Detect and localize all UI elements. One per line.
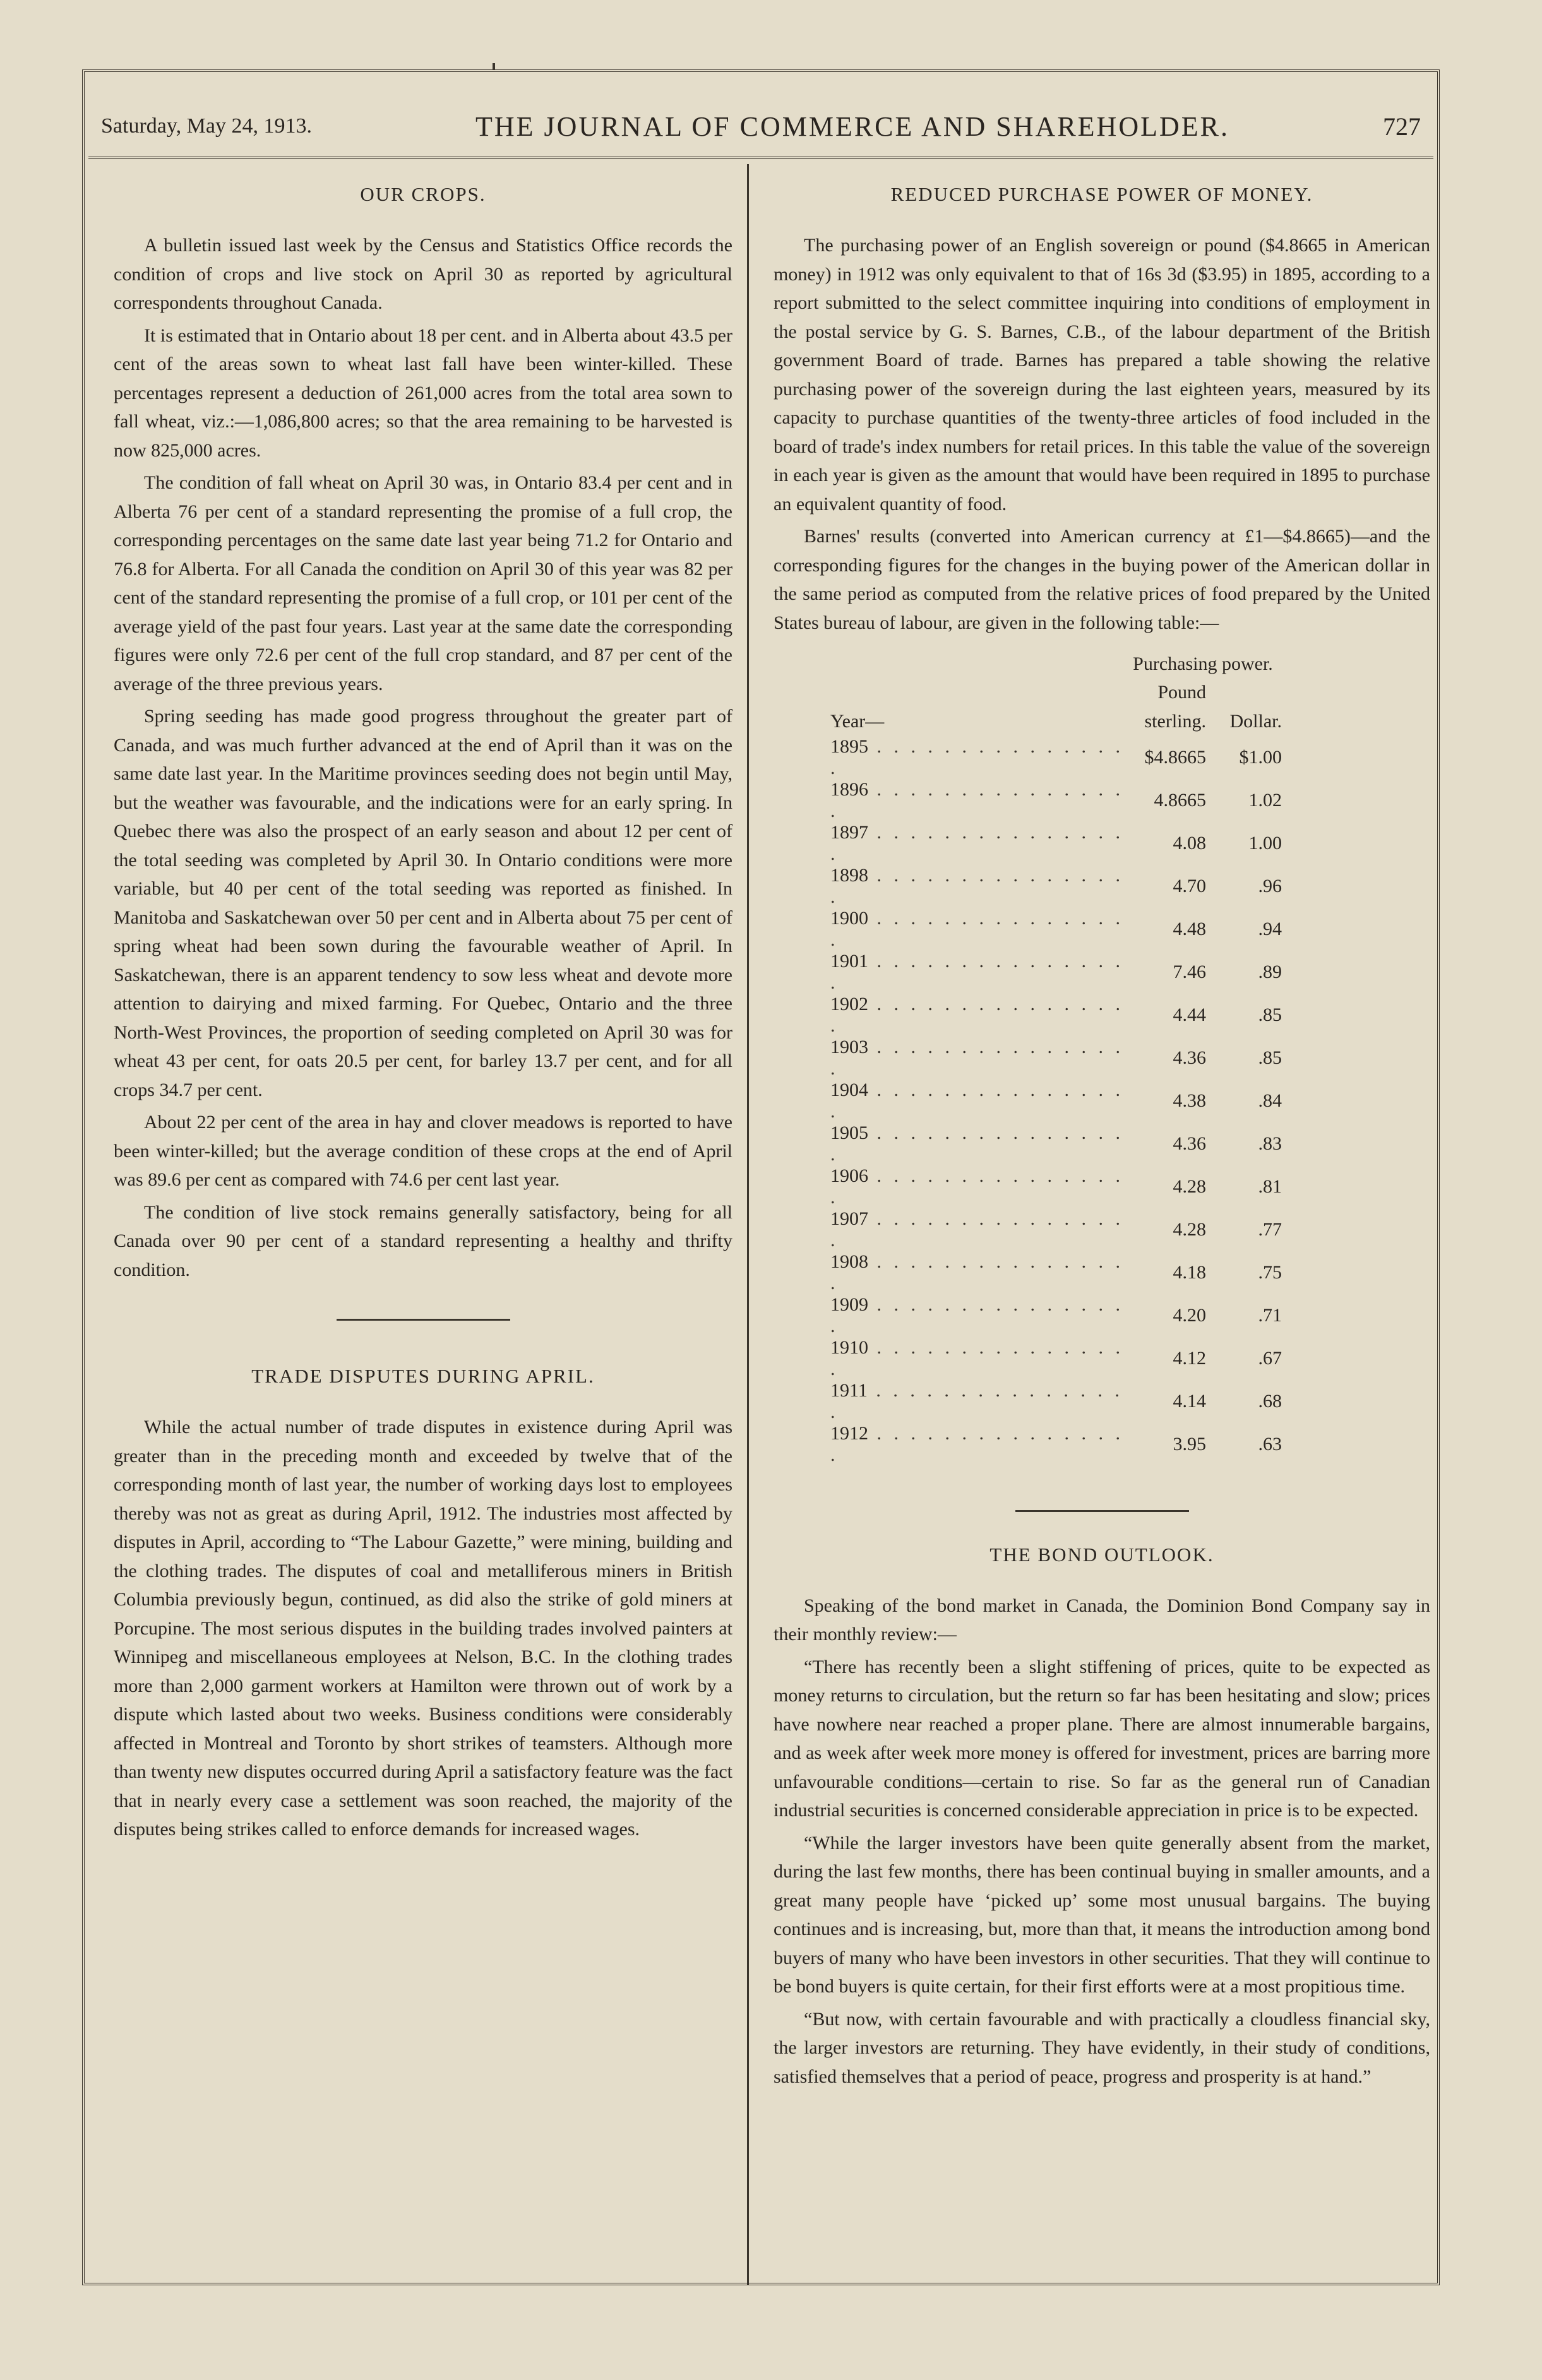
row-pound-value: 7.46 [1173, 961, 1206, 982]
paragraph: “But now, with certain favourable and with practically a cloudless financial sky, the larger investors are returning. They have evidently, in their study of conditions, satisfied themselves that a period of peace, progress and prosperity is at hand.” [774, 2008, 1430, 2087]
row-pound-value: 4.8665 [1154, 789, 1206, 811]
table-row [830, 822, 1282, 865]
issue-date: Saturday, May 24, 1913. [101, 114, 312, 138]
paragraph: About 22 per cent of the area in hay and clover meadows is reported to have been winter-killed; but the average condition of these crops at the end of April was 89.6 per cent as compared with 74.6 per cent last year. [114, 1112, 732, 1190]
article-title: OUR CROPS. [360, 183, 486, 205]
article-purchase-power [774, 183, 1430, 1466]
row-dollar-value: .83 [1258, 1133, 1282, 1154]
leader-dots: . . . . . . . . . . . . . . . . [830, 1079, 1124, 1122]
table-body [830, 736, 1282, 1466]
leader-dots: . . . . . . . . . . . . . . . . [830, 1251, 1124, 1294]
row-dollar-value: $1.00 [1239, 746, 1282, 768]
paragraph: Spring seeding has made good progress throughout the greater part of Canada, and was much further advanced at the end of April than it was on the same date last year. In the Maritime provinces seeding does not begin until May, but the weather was favourable, and the indications were for an early spring. In Quebec there was also the prospect of an early season and about 12 per cent of the total seeding was completed by April 30. In Ontario conditions were more variable, but 40 per cent of the total seeding was reported as finished. In Manitoba and Saskatchewan over 50 per cent and in Alberta about 75 per cent of spring wheat had been sown during the favourable weather of April. In Saskatchewan, there is an apparent tendency to sow less wheat and devote more attention to dairying and mixed farming. For Quebec, Ontario and the three North-West Provinces, the proportion of seeding completed on April 30 was for wheat 43 per cent, for oats 20.5 per cent, for barley 13.7 per cent, and for all crops 34.7 per cent. [114, 706, 732, 1100]
row-dollar-value: 1.00 [1248, 832, 1282, 854]
row-year: 1898 [830, 864, 868, 886]
table-row [830, 1037, 1282, 1080]
row-year: 1912 [830, 1422, 868, 1444]
table-row [830, 1423, 1282, 1466]
right-column [774, 183, 1430, 2095]
table-row [830, 1337, 1282, 1380]
row-pound-value: 4.14 [1173, 1390, 1206, 1412]
col-header-dollar: Dollar. [1229, 710, 1282, 732]
table-row [830, 1251, 1282, 1294]
row-year: 1909 [830, 1294, 868, 1315]
leader-dots: . . . . . . . . . . . . . . . . [830, 1422, 1124, 1465]
section-divider [1015, 1510, 1189, 1512]
row-year: 1897 [830, 821, 868, 843]
row-pound-value: 3.95 [1173, 1433, 1206, 1455]
article-title: THE BOND OUTLOOK. [989, 1543, 1214, 1566]
leader-dots: . . . . . . . . . . . . . . . . [830, 1379, 1123, 1422]
table-row [830, 1080, 1282, 1122]
leader-dots: . . . . . . . . . . . . . . . . [830, 821, 1124, 864]
row-pound-value: 4.36 [1173, 1133, 1206, 1154]
row-year: 1902 [830, 993, 868, 1014]
row-pound-value: 4.36 [1173, 1047, 1206, 1068]
leader-dots: . . . . . . . . . . . . . . . . [830, 1122, 1124, 1165]
row-pound-value: 4.38 [1173, 1090, 1206, 1111]
row-year: 1911 [830, 1379, 868, 1401]
row-dollar-value: .81 [1258, 1175, 1282, 1197]
table-row [830, 736, 1282, 779]
row-year: 1907 [830, 1208, 868, 1229]
page-number: 727 [1383, 112, 1421, 141]
table-row [830, 1122, 1282, 1165]
row-year: 1900 [830, 907, 868, 929]
row-dollar-value: 1.02 [1248, 789, 1282, 811]
leader-dots: . . . . . . . . . . . . . . . . [830, 1165, 1124, 1208]
row-dollar-value: .84 [1258, 1090, 1282, 1111]
row-dollar-value: .77 [1258, 1218, 1282, 1240]
article-title: TRADE DISPUTES DURING APRIL. [251, 1365, 595, 1387]
row-dollar-value: .68 [1258, 1390, 1282, 1412]
row-dollar-value: .85 [1258, 1047, 1282, 1068]
row-pound-value: 4.44 [1173, 1004, 1206, 1025]
table-row [830, 1165, 1282, 1208]
leader-dots: . . . . . . . . . . . . . . . . [830, 907, 1124, 950]
row-pound-value: 4.18 [1173, 1261, 1206, 1283]
article-title: REDUCED PURCHASE POWER OF MONEY. [890, 183, 1313, 205]
paragraph: Speaking of the bond market in Canada, the Dominion Bond Company say in their monthly review:— [774, 1595, 1430, 1645]
col-header-pound: sterling. [1144, 710, 1206, 732]
row-dollar-value: .85 [1258, 1004, 1282, 1025]
row-dollar-value: .75 [1258, 1261, 1282, 1283]
row-dollar-value: .63 [1258, 1433, 1282, 1455]
table-row [830, 779, 1282, 822]
row-dollar-value: .71 [1258, 1304, 1282, 1326]
row-dollar-value: .96 [1258, 875, 1282, 896]
row-year: 1895 [830, 735, 868, 757]
leader-dots: . . . . . . . . . . . . . . . . [830, 1294, 1124, 1336]
leader-dots: . . . . . . . . . . . . . . . . [830, 735, 1124, 778]
row-year: 1901 [830, 950, 868, 972]
paragraph: The purchasing power of an English sovereign or pound ($4.8665 in American money) in 1912 was only equivalent to that of 16s 3d ($3.95) in 1895, according to a report submitted to the select committee inquiring into conditions of employment in the postal service by G. S. Barnes, C.B., of the labour department of the British government Board of trade. Barnes has prepared a table showing the relative purchasing power of the sovereign during the last eighteen years, measured by its capacity to purchase quantities of the twenty-three articles of food included in the board of trade's index numbers for retail prices. In this table the value of the sovereign in each year is given as the amount that would have been required in 1895 to purchase an equivalent quantity of food. [774, 235, 1430, 515]
row-pound-value: 4.28 [1173, 1175, 1206, 1197]
top-mark [493, 63, 495, 69]
table-row [830, 1294, 1282, 1337]
row-pound-value: 4.12 [1173, 1347, 1206, 1369]
row-year: 1910 [830, 1336, 868, 1358]
col-header-year: Year— [830, 710, 885, 732]
row-pound-value: 4.20 [1173, 1304, 1206, 1326]
leader-dots: . . . . . . . . . . . . . . . . [830, 950, 1124, 993]
row-dollar-value: .67 [1258, 1347, 1282, 1369]
table-group-header: Purchasing power. [1133, 653, 1273, 674]
article-our-crops [114, 183, 732, 1284]
leader-dots: . . . . . . . . . . . . . . . . [830, 1336, 1124, 1379]
section-divider [337, 1319, 510, 1321]
leader-dots: . . . . . . . . . . . . . . . . [830, 1208, 1124, 1251]
col-header-pound-top: Pound [1157, 682, 1206, 703]
paragraph: “While the larger investors have been quite generally absent from the market, during the last few months, there has been continual buying in smaller amounts, and a great many people have ‘picked up’ some most unusual bargains. The buying continues and is increasing, but, more than that, it means the introduction among bond buyers of many who have been investors in other securities. That they will continue to be bond buyers is quite certain, for their first efforts were at a most propitious time. [774, 1832, 1430, 1997]
leader-dots: . . . . . . . . . . . . . . . . [830, 864, 1124, 907]
row-year: 1904 [830, 1079, 868, 1100]
table-row [830, 865, 1282, 908]
left-column [114, 183, 732, 1848]
row-pound-value: 4.70 [1173, 875, 1206, 896]
table-row [830, 1208, 1282, 1251]
paragraph: “There has recently been a slight stiffening of prices, quite to be expected as money returns to circulation, but the return so far has been hesitating and slow; prices have nowhere near reached a proper plane. There are almost innumerable bargains, and as week after week more money is offered for investment, prices are barring more unfavourable conditions—certain to rise. So far as the general run of Canadian industrial securities is concerned considerable appreciation in price is to be expected. [774, 1656, 1430, 1821]
row-dollar-value: .94 [1258, 918, 1282, 939]
paragraph: It is estimated that in Ontario about 18 per cent. and in Alberta about 43.5 per cent of the areas sown to wheat last fall have been winter-killed. These percentages represent a deduction of 261,000 acres from the total area sown to fall wheat, viz.:—1,086,800 acres; so that the area remaining to be harvested is now 825,000 acres. [114, 324, 732, 461]
row-year: 1906 [830, 1165, 868, 1186]
table-row [830, 994, 1282, 1037]
paragraph: Barnes' results (converted into American currency at £1—$4.8665)—and the corresponding figures for the changes in the buying power of the American dollar in the same period as computed from the relative prices of food prepared by the United States bureau of labour, are given in the following table:— [774, 526, 1430, 633]
row-year: 1908 [830, 1251, 868, 1272]
table-row [830, 908, 1282, 951]
paragraph: The condition of fall wheat on April 30 was, in Ontario 83.4 per cent and in Alberta 76 per cent of a standard representing the promise of a full crop, the corresponding percentages on the same date last year being 71.2 for Ontario and 76.8 for Alberta. For all Canada the condition on April 30 of this year was 82 per cent of the standard representing the promise of a full crop, or 101 per cent of the average yield of the past four years. Last year at the same date the corresponding figures were only 72.6 per cent of the full crop standard, and 87 per cent of the average of the three previous years. [114, 472, 732, 694]
row-year: 1896 [830, 778, 868, 800]
paragraph: A bulletin issued last week by the Census and Statistics Office records the condition of crops and live stock on April 30 as reported by agricultural correspondents throughout Canada. [114, 235, 732, 313]
row-year: 1905 [830, 1122, 868, 1143]
row-pound-value: $4.8665 [1144, 746, 1206, 768]
column-rule [747, 164, 749, 2285]
row-pound-value: 4.08 [1173, 832, 1206, 854]
article-bond-outlook [774, 1544, 1430, 2091]
article-trade-disputes [114, 1365, 732, 1844]
row-pound-value: 4.28 [1173, 1218, 1206, 1240]
leader-dots: . . . . . . . . . . . . . . . . [830, 1036, 1124, 1079]
header-rule [88, 157, 1433, 159]
journal-title: THE JOURNAL OF COMMERCE AND SHAREHOLDER. [475, 110, 1229, 142]
purchasing-power-table [830, 650, 1282, 1466]
row-year: 1903 [830, 1036, 868, 1057]
paragraph: While the actual number of trade disputes in existence during April was greater than in the preceding month and exceeded by twelve that of the corresponding month of last year, the number of working days lost to employees thereby was not as great as during April, 1912. The industries most affected by disputes in April, according to “The Labour Gazette,” were mining, building and the clothing trades. The disputes of coal and metalliferous miners in British Columbia previously begun, continued, as did also the strike of gold miners at Porcupine. The most serious disputes in the building trades involved painters at Winnipeg and miscellaneous employees at Nelson, B.C. In the clothing trades more than 2,000 garment workers at Hamilton were thrown out of work by a dispute which lasted about two weeks. Business conditions were considerably affected in Montreal and Toronto by short strikes of teamsters. Although more than twenty new disputes occurred during April a satisfactory feature was the fact that in nearly every case a settlement was soon reached, the majority of the disputes being strikes called to enforce demands for increased wages. [114, 1417, 732, 1840]
table-row [830, 951, 1282, 994]
masthead [88, 101, 1433, 152]
leader-dots: . . . . . . . . . . . . . . . . [830, 993, 1124, 1036]
table-row [830, 1380, 1282, 1423]
row-pound-value: 4.48 [1173, 918, 1206, 939]
row-dollar-value: .89 [1258, 961, 1282, 982]
paragraph: The condition of live stock remains generally satisfactory, being for all Canada over 90 per cent of a standard representing a healthy and thrifty condition. [114, 1201, 732, 1280]
leader-dots: . . . . . . . . . . . . . . . . [830, 778, 1124, 821]
